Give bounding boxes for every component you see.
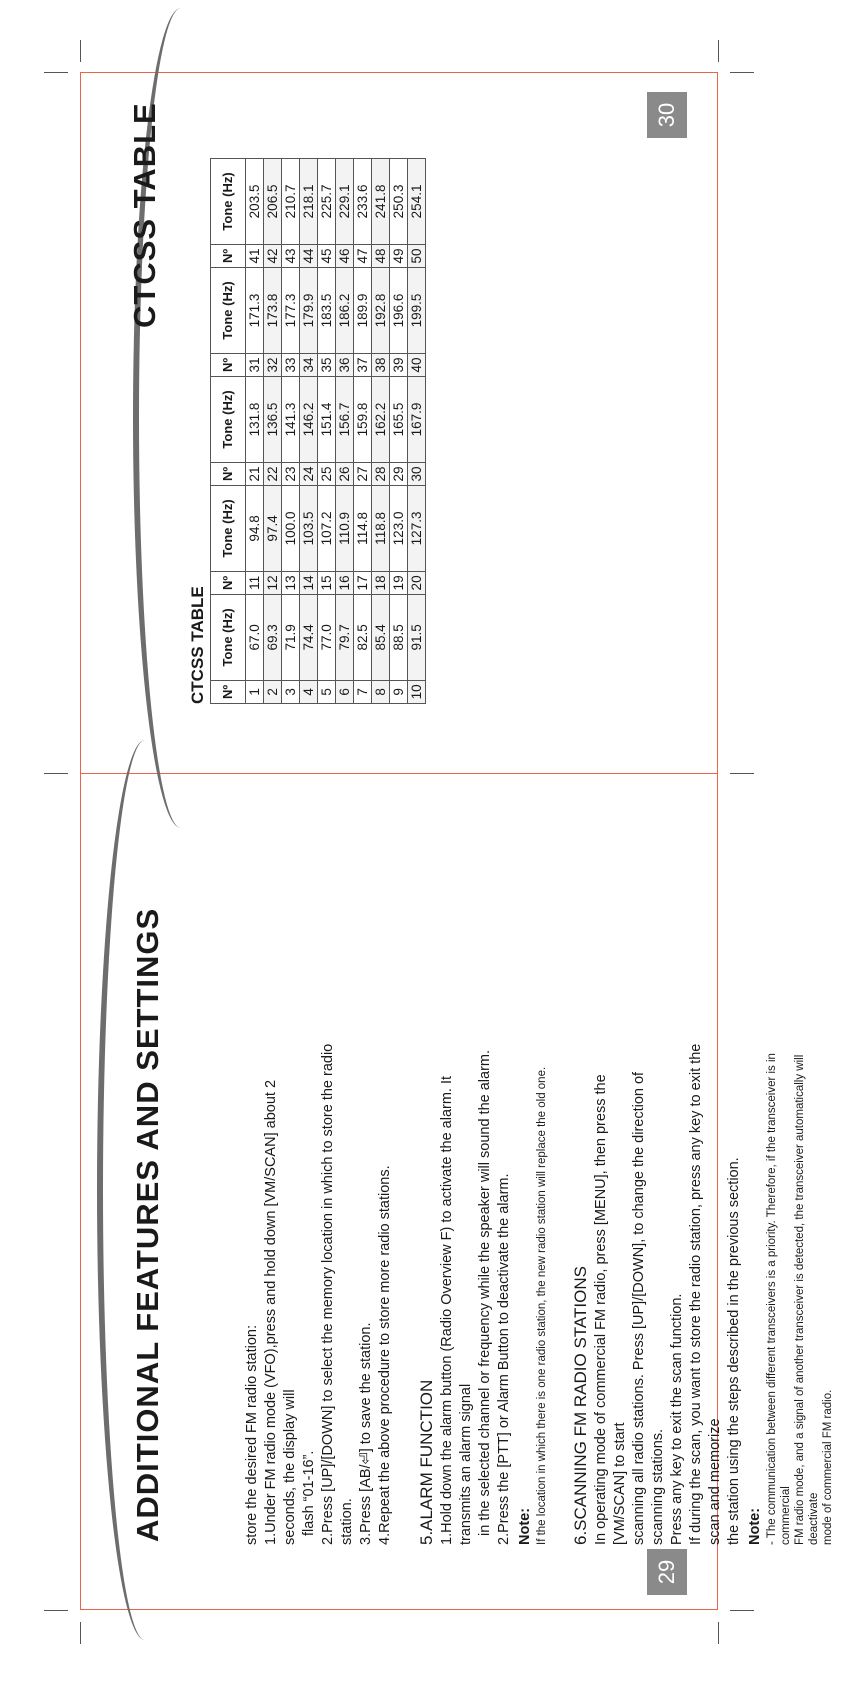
- table-header-cell: Tone (Hz): [211, 595, 246, 681]
- table-cell: 162.2: [372, 377, 390, 463]
- table-cell: 77.0: [318, 595, 336, 681]
- text-line: 2.Press [UP]/[DOWN] to select the memory location in which to store the radio station.: [320, 1043, 355, 1545]
- table-cell: 206.5: [264, 159, 282, 245]
- table-cell: 79.7: [336, 595, 354, 681]
- table-row: [246, 159, 264, 704]
- table-cell: 10: [408, 680, 426, 703]
- table-cell: 74.4: [300, 595, 318, 681]
- text-line: store the desired FM radio station:: [244, 1324, 260, 1545]
- table-cell: 36: [336, 353, 354, 376]
- table-cell: 34: [300, 353, 318, 376]
- table-cell: 33: [282, 353, 300, 376]
- crop-mark: [44, 773, 68, 774]
- table-cell: 88.5: [390, 595, 408, 681]
- table-row: [300, 159, 318, 704]
- table-header-cell: Nº: [211, 462, 246, 485]
- table-header-cell: Tone (Hz): [211, 268, 246, 354]
- table-cell: 44: [300, 244, 318, 267]
- table-cell: 118.8: [372, 486, 390, 572]
- table-cell: 13: [282, 571, 300, 594]
- page-29: [85, 780, 834, 1600]
- table-cell: 4: [300, 680, 318, 703]
- table-cell: 218.1: [300, 159, 318, 245]
- table-row: [372, 159, 390, 704]
- table-cell: 107.2: [318, 486, 336, 572]
- table-cell: 31: [246, 353, 264, 376]
- table-cell: 114.8: [354, 486, 372, 572]
- table-cell: 146.2: [300, 377, 318, 463]
- text-line: 4.Repeat the above procedure to store more radio stations.: [377, 1165, 393, 1545]
- table-cell: 35: [318, 353, 336, 376]
- table-cell: 167.9: [408, 377, 426, 463]
- table-cell: 141.3: [282, 377, 300, 463]
- table-cell: 151.4: [318, 377, 336, 463]
- table-cell: 91.5: [408, 595, 426, 681]
- table-cell: 127.3: [408, 486, 426, 572]
- table-cell: 32: [264, 353, 282, 376]
- table-cell: 46: [336, 244, 354, 267]
- table-cell: 210.7: [282, 159, 300, 245]
- table-row: [318, 159, 336, 704]
- table-cell: 23: [282, 462, 300, 485]
- table-cell: 25: [318, 462, 336, 485]
- table-cell: 254.1: [408, 159, 426, 245]
- crop-mark: [80, 1622, 81, 1644]
- table-cell: 28: [372, 462, 390, 485]
- table-cell: 186.2: [336, 268, 354, 354]
- text-line: 3.Press [AB/⏎] to save the station.: [358, 1322, 374, 1545]
- table-cell: 71.9: [282, 595, 300, 681]
- table-cell: 196.6: [390, 268, 408, 354]
- table-cell: 2: [264, 680, 282, 703]
- table-cell: 40: [408, 353, 426, 376]
- table-header-row: [211, 159, 246, 704]
- table-header-cell: Nº: [211, 571, 246, 594]
- table-cell: 229.1: [336, 159, 354, 245]
- table-cell: 43: [282, 244, 300, 267]
- text-line: 2.Press the [PTT] or Alarm Button to deactivate the alarm.: [496, 1173, 512, 1545]
- table-cell: 21: [246, 462, 264, 485]
- text-line: flash “01-16”.: [301, 1450, 317, 1536]
- text-line: the station using the steps described in the previous section.: [726, 1157, 742, 1545]
- table-cell: 203.5: [246, 159, 264, 245]
- table-cell: 50: [408, 244, 426, 267]
- crop-mark: [718, 1622, 719, 1644]
- table-cell: 177.3: [282, 268, 300, 354]
- section-heading-scanning: 6.SCANNING FM RADIO STATIONS: [571, 1266, 590, 1545]
- table-header-cell: Nº: [211, 244, 246, 267]
- table-caption: CTCSS TABLE: [188, 586, 207, 704]
- note-text: If the location in which there is one radio station, the new radio station will replace the old one.: [536, 1066, 548, 1545]
- table-row: [408, 159, 426, 704]
- table-cell: 15: [318, 571, 336, 594]
- text-line: scanning all radio stations. Press [UP]/[DOWN], to change the direction of scanning stations.: [631, 1071, 666, 1545]
- table-row: [354, 159, 372, 704]
- crop-mark: [730, 1610, 754, 1611]
- table-cell: 17: [354, 571, 372, 594]
- text-line: Press any key to exit the scan function.: [669, 1293, 685, 1545]
- table-cell: 173.8: [264, 268, 282, 354]
- table-cell: 37: [354, 353, 372, 376]
- table-cell: 192.8: [372, 268, 390, 354]
- table-cell: 16: [336, 571, 354, 594]
- table-cell: 29: [390, 462, 408, 485]
- table-row: [390, 159, 408, 704]
- table-cell: 189.9: [354, 268, 372, 354]
- table-cell: 3: [282, 680, 300, 703]
- table-cell: 110.9: [336, 486, 354, 572]
- table-cell: 156.7: [336, 377, 354, 463]
- crop-mark: [44, 72, 68, 73]
- table-cell: 30: [408, 462, 426, 485]
- table-cell: 103.5: [300, 486, 318, 572]
- table-cell: 27: [354, 462, 372, 485]
- table-cell: 123.0: [390, 486, 408, 572]
- table-cell: 22: [264, 462, 282, 485]
- table-cell: 14: [300, 571, 318, 594]
- note-text: - The communication between different transceivers is a priority. Therefore, if the transceiver is in commercial: [766, 1053, 792, 1545]
- page-30: [85, 78, 717, 768]
- table-cell: 26: [336, 462, 354, 485]
- table-cell: 241.8: [372, 159, 390, 245]
- table-row: [336, 159, 354, 704]
- table-cell: 179.9: [300, 268, 318, 354]
- table-cell: 250.3: [390, 159, 408, 245]
- table-cell: 165.5: [390, 377, 408, 463]
- note-text: FM radio mode, and a signal of another transceiver is detected, the transceiver automatically will deactivate: [794, 1054, 820, 1545]
- table-header-cell: Tone (Hz): [211, 377, 246, 463]
- table-row: [264, 159, 282, 704]
- table-cell: 42: [264, 244, 282, 267]
- crop-mark: [44, 1610, 68, 1611]
- table-cell: 199.5: [408, 268, 426, 354]
- table-cell: 97.4: [264, 486, 282, 572]
- crop-mark: [730, 773, 754, 774]
- table-cell: 48: [372, 244, 390, 267]
- table-cell: 233.6: [354, 159, 372, 245]
- table-header-cell: Nº: [211, 680, 246, 703]
- page-title: CTCSS TABLE: [127, 102, 162, 328]
- table-cell: 39: [390, 353, 408, 376]
- table-cell: 171.3: [246, 268, 264, 354]
- table-cell: 1: [246, 680, 264, 703]
- table-cell: 19: [390, 571, 408, 594]
- table-cell: 85.4: [372, 595, 390, 681]
- text-line: in the selected channel or frequency while the speaker will sound the alarm.: [477, 1049, 493, 1536]
- note-label: Note:: [747, 1507, 763, 1545]
- page-number: 29: [647, 1549, 687, 1595]
- table-cell: 5: [318, 680, 336, 703]
- table-cell: 100.0: [282, 486, 300, 572]
- table-cell: 225.7: [318, 159, 336, 245]
- page-title: ADDITIONAL FEATURES AND SETTINGS: [130, 907, 165, 1542]
- crop-mark: [80, 40, 81, 62]
- table-header-cell: Tone (Hz): [211, 159, 246, 245]
- table-cell: 131.8: [246, 377, 264, 463]
- table-cell: 9: [390, 680, 408, 703]
- table-cell: 67.0: [246, 595, 264, 681]
- table-cell: 69.3: [264, 595, 282, 681]
- table-cell: 159.8: [354, 377, 372, 463]
- text-line: 1.Hold down the alarm button (Radio Overview F) to activate the alarm. It transmits an alarm signal: [439, 1075, 474, 1545]
- table-header-cell: Nº: [211, 353, 246, 376]
- crop-mark: [718, 40, 719, 62]
- text-line: 1.Under FM radio mode (VFO),press and hold down [VM/SCAN] about 2 seconds, the display will: [263, 1079, 298, 1545]
- table-cell: 82.5: [354, 595, 372, 681]
- text-line: In operating mode of commercial FM radio, press [MENU], then press the [VM/SCAN] to start: [593, 1074, 628, 1545]
- page-number: 30: [647, 92, 687, 138]
- table-cell: 18: [372, 571, 390, 594]
- table-cell: 183.5: [318, 268, 336, 354]
- table-cell: 24: [300, 462, 318, 485]
- table-cell: 7: [354, 680, 372, 703]
- note-text: mode of commercial FM radio.: [822, 1389, 834, 1545]
- table-header-cell: Tone (Hz): [211, 486, 246, 572]
- section-heading-alarm: 5.ALARM FUNCTION: [417, 1379, 436, 1545]
- table-cell: 20: [408, 571, 426, 594]
- note-label: Note:: [517, 1507, 533, 1545]
- ctcss-table: [210, 158, 426, 704]
- table-cell: 45: [318, 244, 336, 267]
- table-cell: 47: [354, 244, 372, 267]
- page-body: [243, 1025, 835, 1545]
- table-cell: 49: [390, 244, 408, 267]
- table-row: [282, 159, 300, 704]
- table-cell: 41: [246, 244, 264, 267]
- table-cell: 94.8: [246, 486, 264, 572]
- table-cell: 8: [372, 680, 390, 703]
- crop-mark: [730, 72, 754, 73]
- table-cell: 136.5: [264, 377, 282, 463]
- table-cell: 6: [336, 680, 354, 703]
- table-cell: 38: [372, 353, 390, 376]
- table-cell: 11: [246, 571, 264, 594]
- table-cell: 12: [264, 571, 282, 594]
- text-line: If during the scan, you want to store the radio station, press any key to exit the scan and memorize: [688, 1043, 723, 1545]
